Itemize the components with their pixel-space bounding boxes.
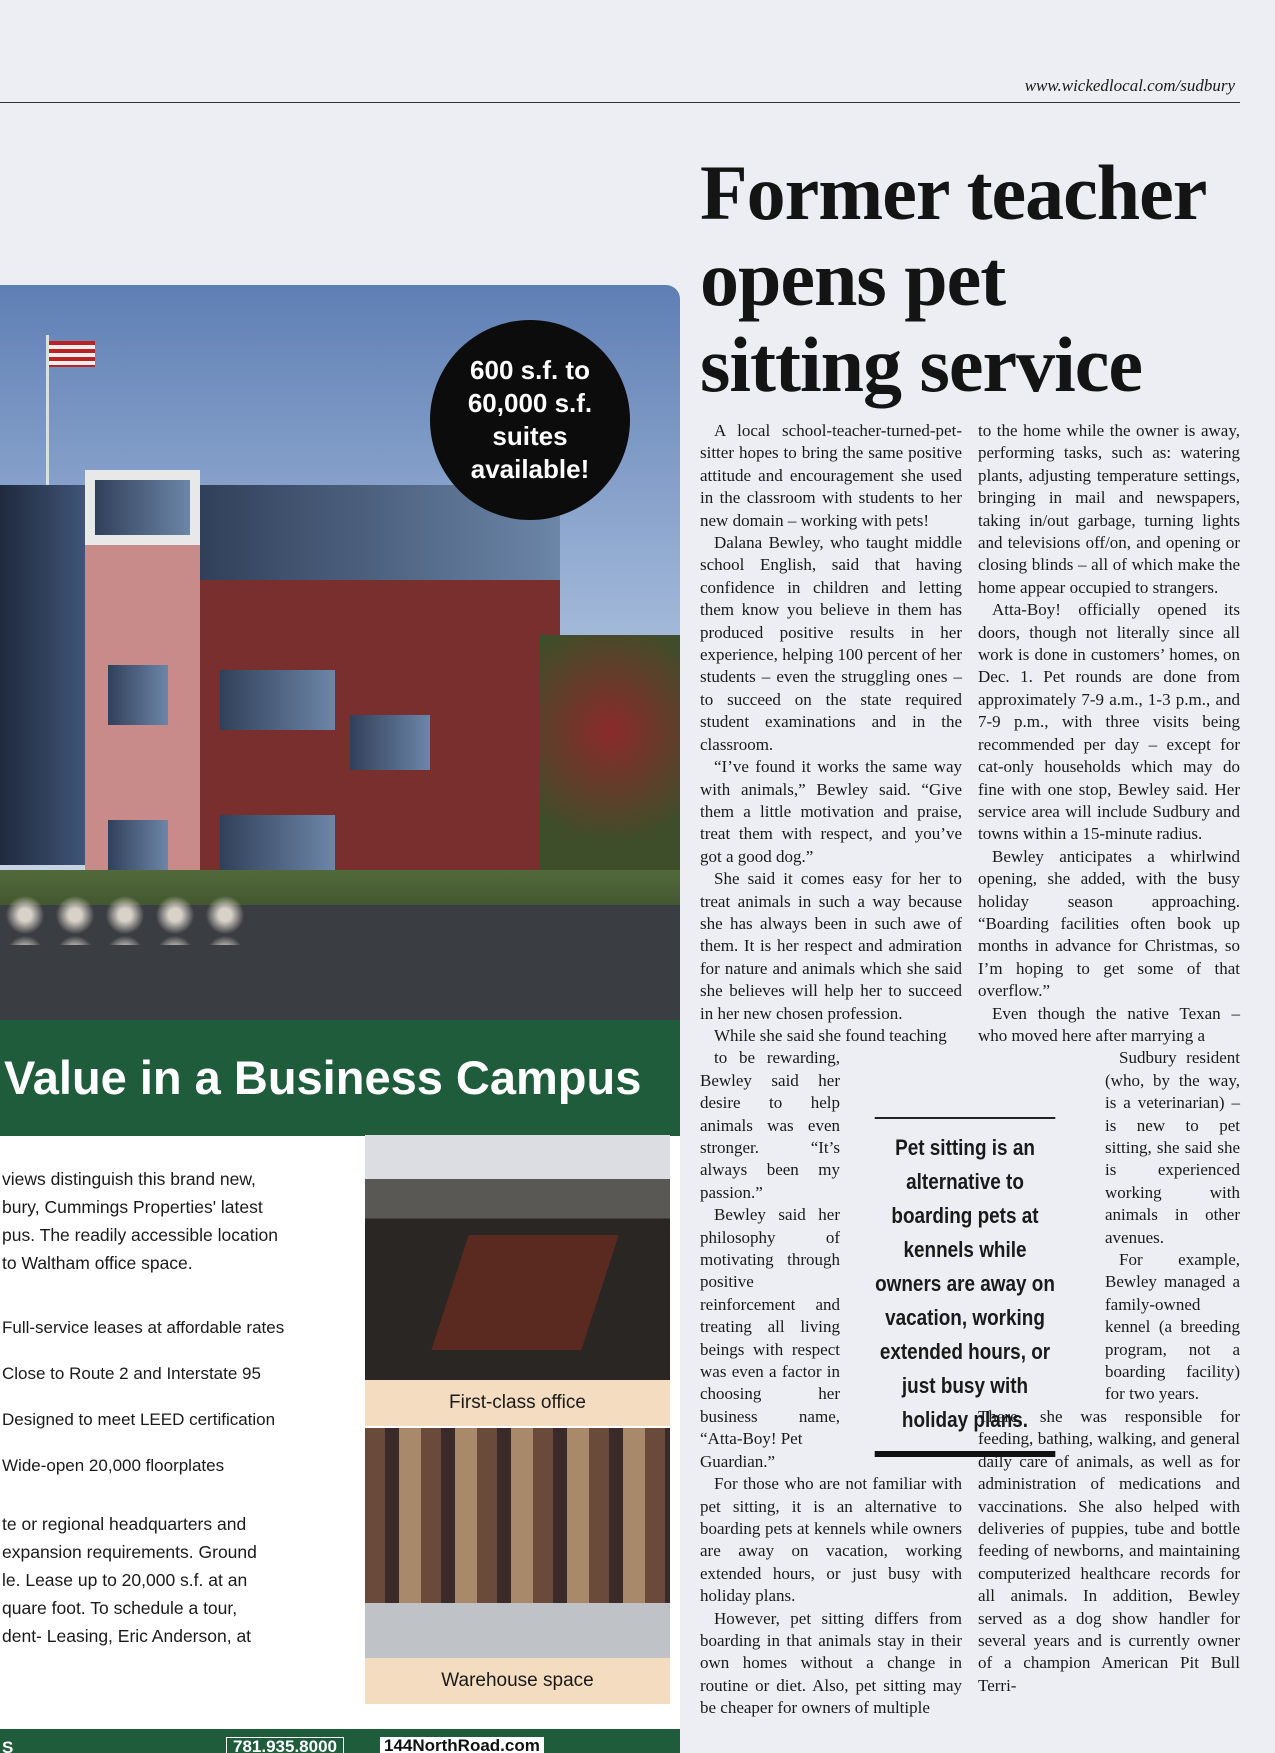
office-panel — [365, 1135, 670, 1426]
paragraph: While she said she found teaching — [714, 1025, 947, 1045]
ad-bullet-floorplates: Wide-open 20,000 floorplates — [2, 1456, 225, 1475]
paragraph: “I’ve found it works the same way with animals,” Bewley said. “Give them a little motivation and praise, treat them with respect, and you’ve got a good dog.” — [700, 757, 962, 866]
paragraph: Atta-Boy! officially opened its doors, though not literally since all work is done in customers’ homes, on Dec. 1. Pet rounds are done from approximately 7-9 a.m., 1-3 p.m., and 7-9 p.m., with three visits being recommended per day – except for cat-only households which may do fine with one stop, Bewley said. Her service area will include Sudbury and towns within a 15-minute radius. — [978, 600, 1240, 844]
office-caption: First-class office — [365, 1380, 670, 1426]
ad-bullet-list — [2, 1305, 342, 1489]
paragraph: Bewley anticipates a whirlwind opening, she added, with the busy holiday season approaching. “Boarding facilities often book up months in advance for Christmas, so I’m hoping to get some of that overflow.” — [978, 846, 1240, 1001]
header-rule — [0, 102, 1240, 103]
ad-phone: 781.935.8000 — [226, 1737, 344, 1753]
suites-bubble: 600 s.f. to 60,000 s.f. suites available! — [430, 320, 630, 520]
ad-footer — [0, 1729, 680, 1753]
paragraph: Dalana Bewley, who taught middle school English, said that having confidence in children and letting them know you believe in them has produced positive results in her experience, helping 100 percent of her students – even the struggling ones – to succeed on the state required student examinations and in the classroom. — [700, 533, 962, 754]
paragraph: Sudbury resident (who, by the way, is a veterinarian) – is new to pet sitting, she said she is experienced working with animals in other avenues. — [1105, 1048, 1240, 1247]
warehouse-photo — [365, 1428, 670, 1658]
paragraph: There, she was responsible for feeding, bathing, walking, and general daily care of animals, as well as for administration of medications and vaccinations. She also helped with deliveries of puppies, tube and bottle feeding of newborns, and maintaining computerized healthcare records for all animals. In addition, Bewley served as a dog show handler for several years and is currently owner of a champion American Pit Bull Terri- — [978, 1406, 1240, 1695]
paragraph: For example, Bewley managed a family-owned kennel (a breeding program, not a boarding facility) for two years. — [1105, 1250, 1240, 1404]
ad-bullet-leed: Designed to meet LEED certification — [2, 1410, 276, 1429]
warehouse-caption: Warehouse space — [365, 1658, 670, 1704]
paragraph: For those who are not familiar with pet sitting, it is an alternative to boarding pets at kennels while owners are away on vacation, working extended hours, or just busy with holiday plans. — [700, 1474, 962, 1606]
paragraph: She said it comes easy for her to treat animals in such a way because she has always been in such awe of them. It is her respect and admiration for nature and animals which she said she believes will help her to succeed in her new chosen profession. — [700, 869, 962, 1023]
ad-website: 144NorthRoad.com — [380, 1737, 544, 1753]
warehouse-panel — [365, 1428, 670, 1704]
ad-bullet-leases: Full-service leases at affordable rates — [2, 1318, 285, 1337]
column-1-wrap — [700, 1047, 840, 1450]
paragraph: Bewley said her philosophy of motivating through positive reinforcement and treating all living beings with respect was even a factor in choosing her business name, “Atta-Boy! Pet — [700, 1205, 840, 1449]
ad-footer-text: S — [2, 1738, 14, 1753]
paragraph: However, pet sitting differs from boarding in that animals stay in their own homes without a change in routine or diet. Also, pet sitting may be cheaper for owners of multiple — [700, 1608, 962, 1718]
paragraph: Guardian.” — [700, 1451, 776, 1471]
ad-banner: Value in a Business Campus — [0, 1020, 680, 1136]
paragraph: Even though the native Texan – who moved here after marrying a — [978, 1003, 1240, 1045]
pull-quote: Pet sitting is an alternative to boarding pets at kennels while owners are away on vacation, working extended hours, or just busy with holiday plans. — [875, 1117, 1056, 1457]
article-headline: Former teacher opens pet sitting service — [700, 149, 1207, 408]
office-photo — [365, 1135, 670, 1380]
article-column-1 — [700, 420, 962, 1720]
paragraph: to the home while the owner is away, performing tasks, such as: watering plants, adjusting temperature settings, bringing in mail and newspapers, taking in/out garbage, turning lights and televisions off/on, and opening or closing blinds – all of which make the home appear occupied to strangers. — [978, 421, 1240, 597]
page-url: www.wickedlocal.com/sudbury — [1024, 76, 1235, 95]
paragraph: to be rewarding, Bewley said her desire to help animals was even stronger. “It’s always been my passion.” — [700, 1048, 840, 1202]
advertisement — [0, 285, 680, 1753]
ad-outro-text: te or regional headquarters and expansion requirements. Ground le. Lease up to 20,000 s.f. at an quare foot. To schedule a tour, dent- Leasing, Eric Anderson, at — [2, 1514, 257, 1646]
column-2-wrap — [1105, 1047, 1240, 1406]
paragraph: A local school-teacher-turned-pet-sitter hopes to bring the same positive attitude and encouragement she used in the classroom with students to her new domain – working with pets! — [700, 421, 962, 530]
article-column-2 — [978, 420, 1240, 1697]
ad-intro-text: views distinguish this brand new, bury, Cummings Properties' latest pus. The readily accessible location to Waltham office space. — [2, 1169, 278, 1273]
ad-bullet-route: Close to Route 2 and Interstate 95 — [2, 1364, 261, 1383]
